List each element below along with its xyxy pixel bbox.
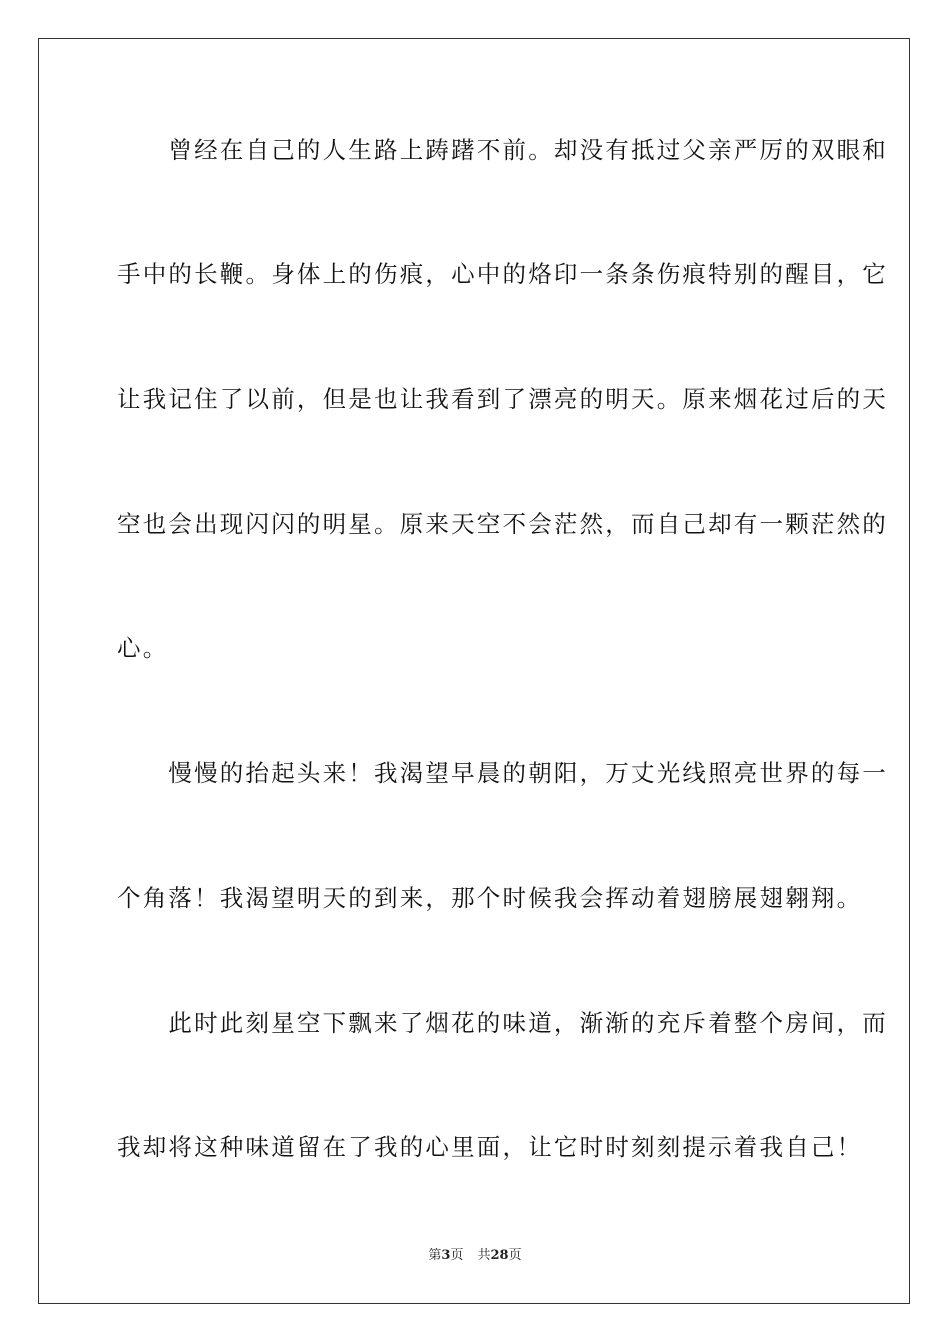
text-line: 让我记住了以前，但是也让我看到了漂亮的明天。原来烟花过后的天 (117, 385, 888, 413)
page-footer (0, 1247, 950, 1265)
text-line: 我却将这种味道留在了我的心里面，让它时时刻刻提示着我自己！ (117, 1133, 863, 1161)
text-line: 曾经在自己的人生路上踌躇不前。却没有抵过父亲严厉的双眼和 (117, 136, 888, 164)
page-prefix: 第 (428, 1248, 442, 1263)
page-suffix: 页 (450, 1248, 464, 1263)
total-suffix: 页 (508, 1248, 522, 1263)
text-line: 手中的长鞭。身体上的伤痕，心中的烙印一条条伤痕特别的醒目，它 (117, 260, 888, 288)
total-prefix: 共 (477, 1248, 491, 1263)
total-pages: 28 (490, 1248, 509, 1263)
text-line: 空也会出现闪闪的明星。原来天空不会茫然，而自己却有一颗茫然的 (117, 510, 888, 538)
text-line: 心。 (117, 634, 169, 662)
text-line: 慢慢的抬起头来！我渴望早晨的朝阳，万丈光线照亮世界的每一 (117, 759, 888, 787)
text-line: 此时此刻星空下飘来了烟花的味道，渐渐的充斥着整个房间，而 (117, 1009, 888, 1037)
text-line: 个角落！我渴望明天的到来，那个时候我会挥动着翅膀展翅翱翔。 (117, 884, 863, 912)
page-number: 3 (441, 1248, 451, 1263)
page-border (38, 38, 910, 1304)
